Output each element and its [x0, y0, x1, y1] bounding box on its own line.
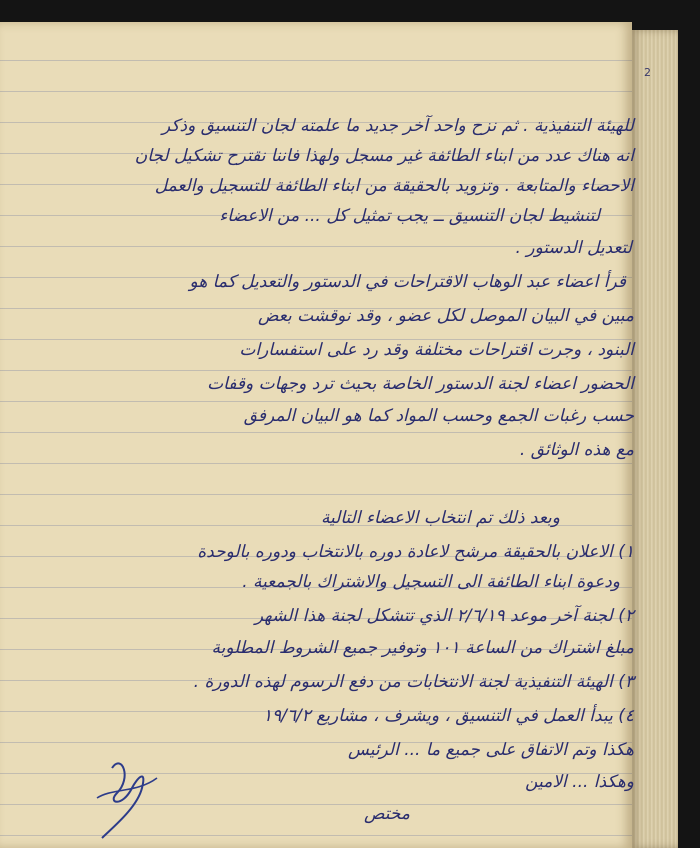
text-line-17: ٣) الهيئة التنفيذية لجنة الانتخابات من دفع الرسوم لهذه الدورة .	[193, 672, 634, 692]
text-line-3: الاحصاء والمتابعة . وتزويد بالحقيقة من ابناء الطائفة للتسجيل والعمل	[154, 176, 634, 196]
text-line-10: حسب رغبات الجمع وحسب المواد كما هو البيان المرفق	[243, 406, 634, 426]
text-line-4: لتنشيط لجان التنسيق ــ يجب تمثيل كل ... من الاعضاء	[219, 206, 600, 226]
signature-scribble	[92, 748, 164, 840]
text-line-21: مختص	[363, 804, 410, 824]
text-line-20: وهكذا ... الامين	[525, 772, 634, 792]
page-stack-edge	[632, 30, 678, 848]
text-line-7: مبين في البيان الموصل لكل عضو ، وقد نوقشت بعض	[257, 306, 634, 326]
text-line-16: مبلغ اشتراك من الساعة ١٠١ وتوفير جميع الشروط المطلوبة	[211, 638, 634, 658]
text-line-19: هكذا وتم الاتفاق على جميع ما ... الرئيس	[348, 740, 634, 760]
text-line-13: ١) الاعلان بالحقيقة مرشح لاعادة دوره بالانتخاب ودوره بالوحدة	[197, 542, 634, 562]
text-line-6: قرأ اعضاء عبد الوهاب الاقتراحات في الدستور والتعديل كما هو	[189, 272, 626, 292]
text-line-1: للهيئة التنفيذية . ثم نزح واحد آخر جديد ما علمته لجان التنسيق وذكر	[162, 116, 634, 136]
text-line-12: وبعد ذلك تم انتخاب الاعضاء التالية	[320, 508, 560, 528]
text-line-18: ٤) يبدأ العمل في التنسيق ، ويشرف ، مشاريع ١٩/٦/٢	[262, 706, 634, 726]
text-line-9: الحضور اعضاء لجنة الدستور الخاصة بحيث ترد وجهات وقفات	[207, 374, 634, 394]
text-line-5: لتعديل الدستور .	[515, 238, 632, 258]
text-line-8: البنود ، وجرت اقتراحات مختلفة وقد رد على استفسارات	[239, 340, 634, 360]
text-line-14: ودعوة ابناء الطائفة الى التسجيل والاشتراك بالجمعية .	[242, 572, 620, 592]
text-line-11: مع هذه الوثائق .	[519, 440, 634, 460]
text-line-2: انه هناك عدد من ابناء الطائفة غير مسجل ولهذا فاننا نقترح تشكيل لجان	[134, 146, 634, 166]
text-line-15: ٢) لجنة آخر موعد ٢/٦/١٩ الذي تتشكل لجنة هذا الشهر	[254, 606, 634, 626]
page-number: 2	[644, 66, 651, 79]
